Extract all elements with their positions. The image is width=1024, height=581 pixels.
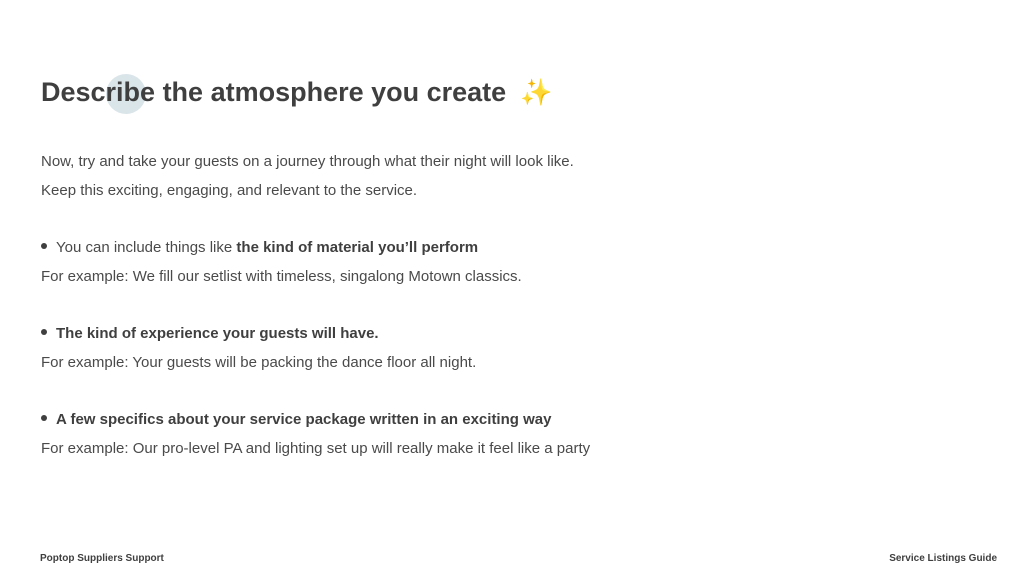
bullet-item-experience (41, 324, 379, 344)
bullet-dot-icon (41, 329, 47, 335)
bullet-dot-icon (41, 415, 47, 421)
bullet-example-material: For example: We fill our setlist with timeless, singalong Motown classics. (41, 268, 522, 285)
bullet-dot-icon (41, 243, 47, 249)
bullet-item-material (41, 238, 478, 258)
intro-line-1: Now, try and take your guests on a journey through what their night will look like. (41, 153, 574, 170)
bullet-bold-text: The kind of experience your guests will have. (56, 325, 379, 342)
bullet-example-experience: For example: Your guests will be packing the dance floor all night. (41, 354, 477, 371)
footer-right-label: Service Listings Guide (889, 553, 997, 564)
bullet-bold-text: A few specifics about your service package written in an exciting way (56, 411, 552, 428)
page-title (41, 74, 553, 110)
bullet-lead-text: You can include things like (56, 239, 237, 256)
bullet-example-specifics: For example: Our pro-level PA and lighting set up will really make it feel like a party (41, 440, 591, 457)
intro-line-2: Keep this exciting, engaging, and relevant to the service. (41, 182, 418, 199)
bullet-item-specifics (41, 410, 551, 430)
footer-left-label: Poptop Suppliers Support (40, 553, 164, 564)
sparkles-icon: ✨ (520, 77, 553, 107)
title-text: Describe the atmosphere you create (41, 77, 507, 107)
bullet-bold-text: the kind of material you’ll perform (236, 239, 479, 256)
